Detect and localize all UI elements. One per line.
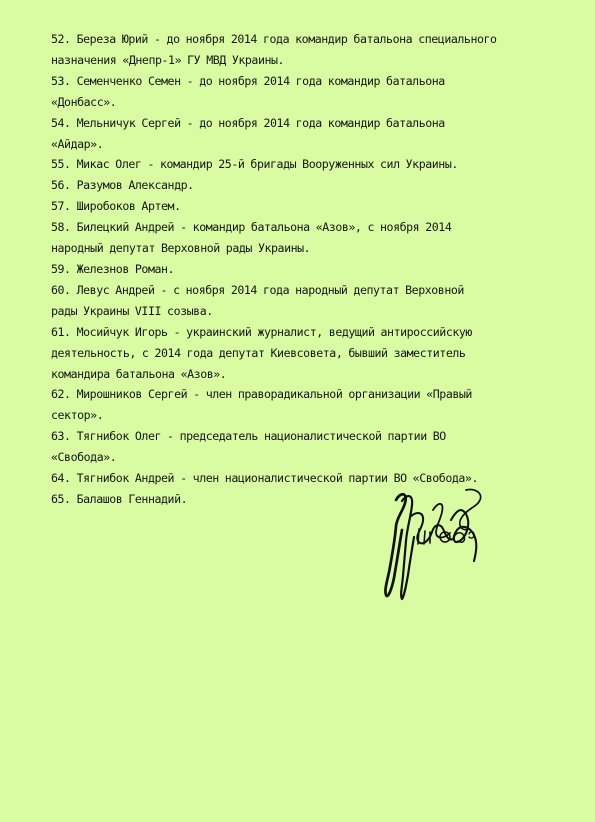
- entry-line: сектор».: [51, 408, 104, 423]
- list-item: [51, 217, 551, 259]
- entry-line: 57. Широбоков Артем.: [51, 199, 181, 214]
- entry-line: 61. Мосийчук Игорь - украинский журналист, ведущий антироссийскую: [51, 324, 472, 339]
- entry-line: 56. Разумов Александр.: [51, 178, 194, 193]
- list-item: [51, 259, 551, 280]
- entry-line: 65. Балашов Геннадий.: [51, 491, 188, 506]
- list-item: [51, 71, 551, 113]
- entry-line: 53. Семенченко Семен - до ноября 2014 года командир батальона: [51, 73, 445, 88]
- list-item: [51, 175, 551, 196]
- list-item: [51, 113, 551, 155]
- entry-line: командира батальона «Азов».: [51, 366, 227, 381]
- entry-line: «Свобода».: [51, 450, 117, 465]
- entry-line: 54. Мельничук Сергей - до ноября 2014 года командир батальона: [51, 115, 445, 130]
- list-item: [51, 196, 551, 217]
- entry-line: «Донбасс».: [51, 94, 117, 109]
- entry-line: «Айдар».: [51, 136, 104, 151]
- entry-line: народный депутат Верховной рады Украины.: [51, 241, 311, 256]
- entry-line: 64. Тягнибок Андрей - член националистической партии ВО «Свобода».: [51, 471, 478, 486]
- entry-line: рады Украины VIII созыва.: [51, 303, 213, 318]
- entry-line: 55. Микас Олег - командир 25-й бригады Вооруженных сил Украины.: [51, 157, 458, 172]
- entry-line: 58. Билецкий Андрей - командир батальона «Азов», с ноября 2014: [51, 220, 452, 235]
- entry-line: 60. Левус Андрей - с ноября 2014 года народный депутат Верховной: [51, 282, 464, 297]
- list-item: [51, 322, 551, 385]
- list-item: [51, 280, 551, 322]
- list-item: [51, 154, 551, 175]
- list-item: [51, 426, 551, 468]
- handwritten-signature: [378, 483, 488, 603]
- entry-line: 52. Береза Юрий - до ноября 2014 года командир батальона специального: [51, 32, 497, 46]
- entry-line: деятельность, с 2014 года депутат Киевсовета, бывший заместитель: [51, 345, 466, 360]
- entry-line: 62. Мирошников Сергей - член праворадикальной организации «Правый: [51, 387, 472, 402]
- list-item: [51, 29, 551, 71]
- entry-line: 63. Тягнибок Олег - председатель националистической партии ВО: [51, 429, 446, 444]
- list-item: [51, 384, 551, 426]
- entry-list: [51, 29, 551, 510]
- entry-line: 59. Железнов Роман.: [51, 261, 175, 276]
- entry-line: назначения «Днепр-1» ГУ МВД Украины.: [51, 52, 285, 67]
